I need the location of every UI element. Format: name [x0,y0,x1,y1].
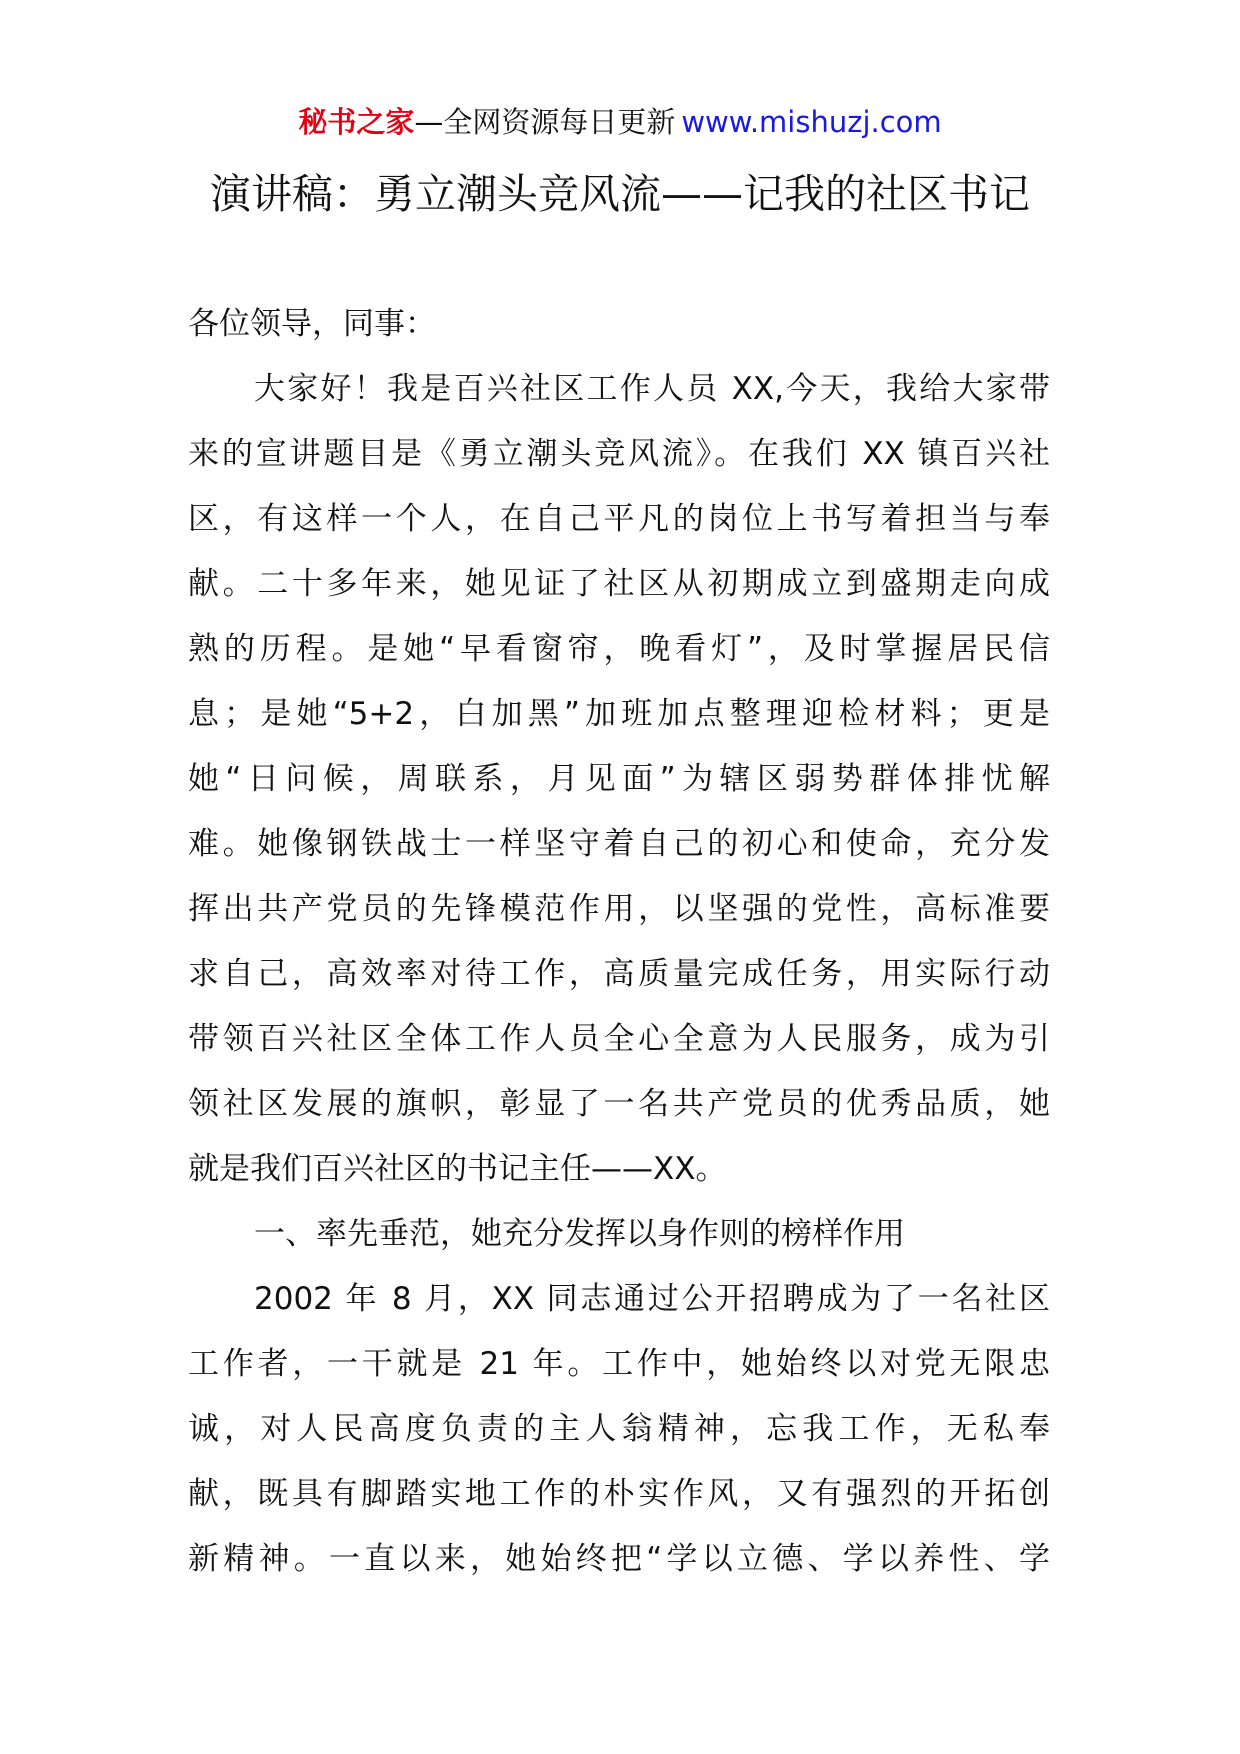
paragraph-line: 带领百兴社区全体工作人员全心全意为人民服务，成为引 [188,1021,1050,1057]
paragraph-line: 就是我们百兴社区的书记主任——XX。 [188,1151,727,1187]
site-tagline: —全网资源每日更新 [414,105,676,139]
paragraph-line: 献，既具有脚踏实地工作的朴实作风，又有强烈的开拓创 [188,1476,1050,1512]
paragraph-line: 挥出共产党员的先锋模范作用，以坚强的党性，高标准要 [188,891,1050,927]
paragraph-line: 诚，对人民高度负责的主人翁精神，忘我工作，无私奉 [188,1411,1050,1447]
paragraph-line: 领社区发展的旗帜，彰显了一名共产党员的优秀品质，她 [188,1086,1050,1122]
paragraph-line: 工作者，一干就是 21 年。工作中，她始终以对党无限忠 [188,1346,1050,1382]
document-title: 演讲稿：勇立潮头竞风流——记我的社区书记 [210,170,1030,218]
paragraph-line: 求自己，高效率对待工作，高质量完成任务，用实际行动 [188,956,1050,992]
paragraph-line: 2002 年 8 月，XX 同志通过公开招聘成为了一名社区 [254,1281,1050,1317]
paragraph-line: 熟的历程。是她“早看窗帘，晚看灯”，及时掌握居民信 [188,631,1050,667]
paragraph-intro [188,357,1050,1202]
paragraph-section1 [188,1267,1050,1592]
site-header [0,102,1240,142]
salutation: 各位领导，同事： [188,306,436,342]
paragraph-line: 她“日问候，周联系，月见面”为辖区弱势群体排忧解 [188,761,1050,797]
paragraph-line: 新精神。一直以来，她始终把“学以立德、学以养性、学 [188,1541,1050,1577]
paragraph-line: 息；是她“5+2，白加黑”加班加点整理迎检材料；更是 [188,696,1050,732]
paragraph-line: 区，有这样一个人，在自己平凡的岗位上书写着担当与奉 [188,501,1050,537]
paragraph-line: 大家好！我是百兴社区工作人员 XX,今天，我给大家带 [254,371,1050,407]
document-body [188,292,1050,1592]
paragraph-line: 难。她像钢铁战士一样坚守着自己的初心和使命，充分发 [188,826,1050,862]
paragraph-line: 献。二十多年来，她见证了社区从初期成立到盛期走向成 [188,566,1050,602]
section-heading: 一、率先垂范，她充分发挥以身作则的榜样作用 [254,1216,905,1252]
site-brand: 秘书之家 [298,105,415,139]
paragraph-line: 来的宣讲题目是《勇立潮头竞风流》。在我们 XX 镇百兴社 [188,436,1050,472]
site-url-link[interactable]: www.mishuzj.com [681,105,942,139]
